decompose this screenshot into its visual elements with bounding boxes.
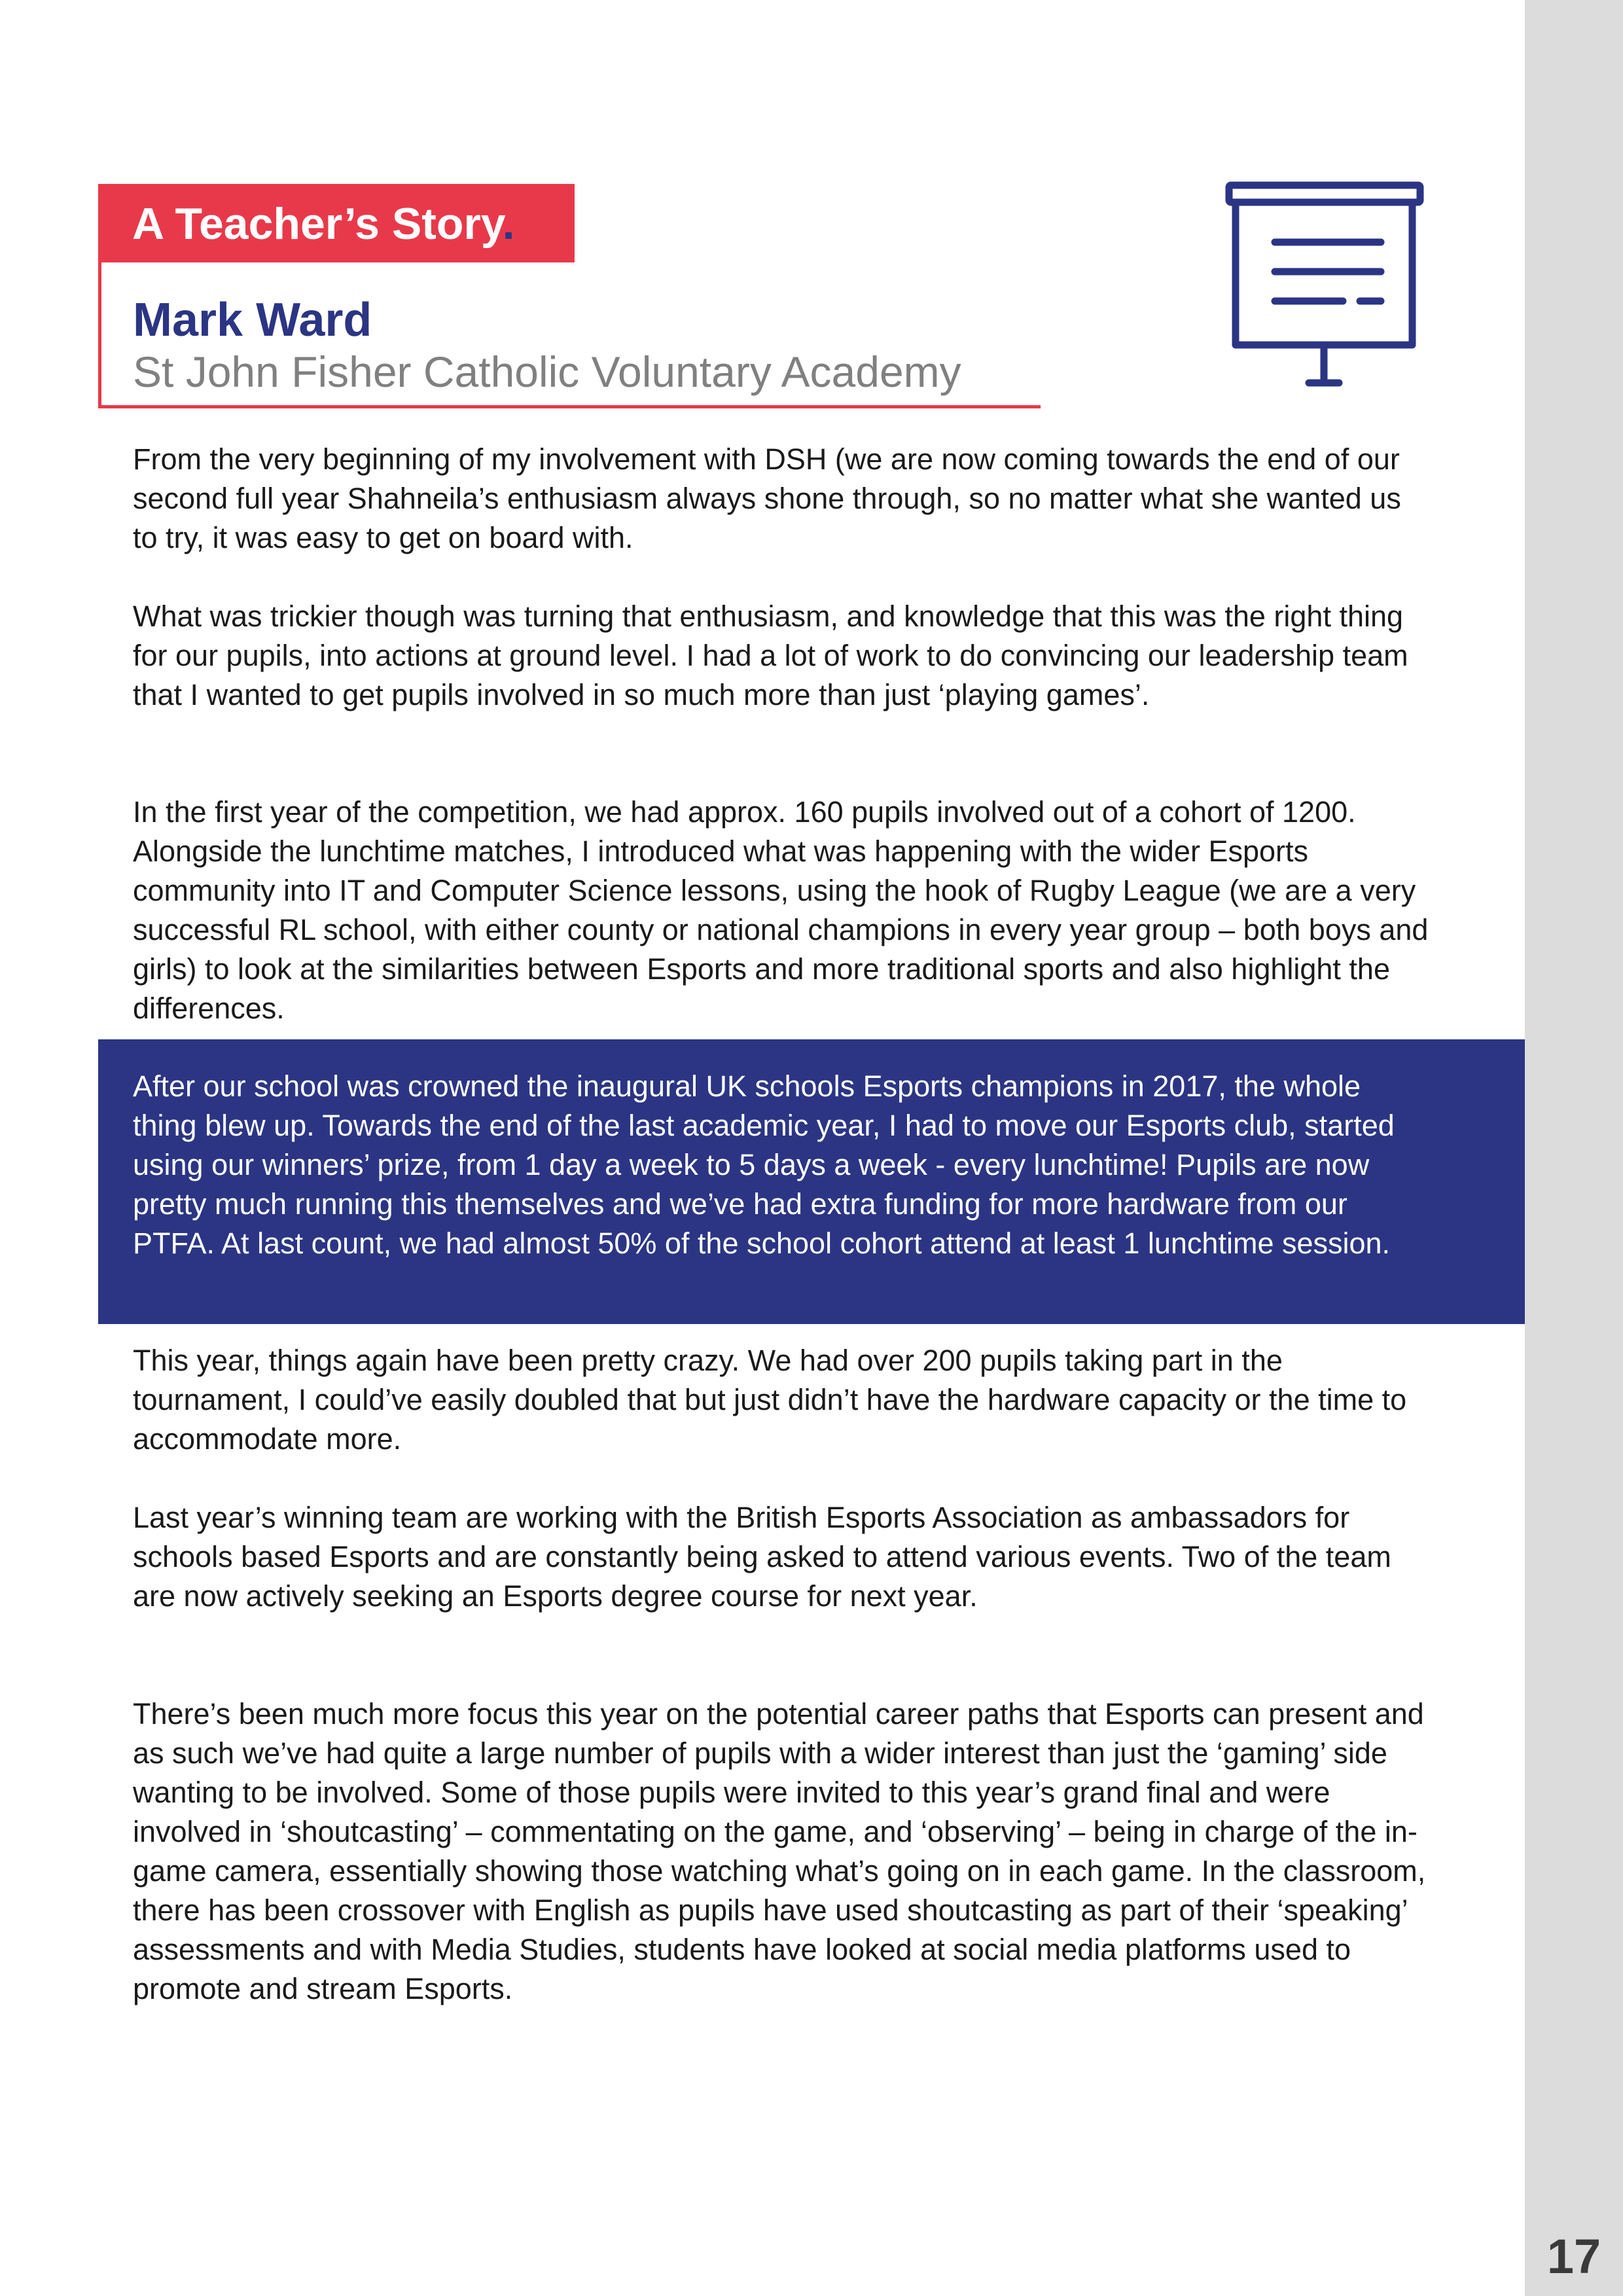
paragraph-5: Last year’s winning team are working with the British Esports Association as ambassadors for schools based Esports and are constantly being asked to attend various events. Two of the team are now actively seeking an Esports degree course for next year. bbox=[133, 1501, 1391, 1613]
side-strip bbox=[1525, 0, 1623, 2296]
author-school: St John Fisher Catholic Voluntary Academy bbox=[133, 348, 961, 396]
paragraph-4: This year, things again have been pretty crazy. We had over 200 pupils taking part in the tournament, I could’ve easily doubled that but just didn’t have the hardware capacity or the time to accommodate more. bbox=[133, 1344, 1407, 1456]
paragraph-3: In the first year of the competition, we had approx. 160 pupils involved out of a cohort of 1200. Alongside the lunchtime matches, I introduced what was happening with the wider Esports community into IT and Computer Science lessons, using the hook of Rugby League (we are a very successful RL school, with either county or national champions in every year group – both boys and girls) to look at the similarities between Esports and more traditional sports and also highlight the differences. bbox=[133, 795, 1429, 1025]
paragraph-1: From the very beginning of my involvement with DSH (we are now coming towards the end of our second full year Shahneila’s enthusiasm always shone through, so no matter what she wanted us to try, it was easy to get on board with. bbox=[133, 442, 1401, 554]
header-rule-vertical bbox=[98, 262, 101, 408]
highlight-band bbox=[98, 1039, 1525, 1324]
section-label-text: A Teacher’s Story bbox=[132, 199, 503, 249]
section-label-dot: . bbox=[502, 199, 515, 249]
paragraph-2: What was trickier though was turning that enthusiasm, and knowledge that this was the right thing for our pupils, into actions at ground level. I had a lot of work to do convincing our leadership team that I wanted to get pupils involved in so much more than just ‘playing games’. bbox=[133, 600, 1408, 711]
author-name: Mark Ward bbox=[133, 294, 372, 346]
section-label bbox=[98, 184, 575, 262]
paragraph-6: There’s been much more focus this year on the potential career paths that Esports can present and as such we’ve had quite a large number of pupils with a wider interest than just the ‘gaming’ side wanting to be involved. Some of those pupils were invited to this year’s grand final and were involved in ‘shoutcasting’ – commentating on the game, and ‘observing’ – being in charge of the in-game camera, essentially showing those watching what’s going on in each game. In the classroom, there has been crossover with English as pupils have used shoutcasting as part of their ‘speaking’ assessments and with Media Studies, students have looked at social media platforms used to promote and stream Esports. bbox=[133, 1697, 1426, 2005]
header-rule-horizontal bbox=[98, 405, 1041, 408]
highlight-paragraph: After our school was crowned the inaugural UK schools Esports champions in 2017, the whole thing blew up. Towards the end of the last academic year, I had to move our Esports club, started using our winners’ prize, from 1 day a week to 5 days a week - every lunchtime! Pupils are now pretty much running this themselves and we’ve had extra funding for more hardware from our PTFA. At last count, we had almost 50% of the school cohort attend at least 1 lunchtime session. bbox=[133, 1069, 1395, 1260]
presentation-board-icon bbox=[1217, 180, 1433, 389]
page-number: 17 bbox=[1546, 2229, 1601, 2284]
